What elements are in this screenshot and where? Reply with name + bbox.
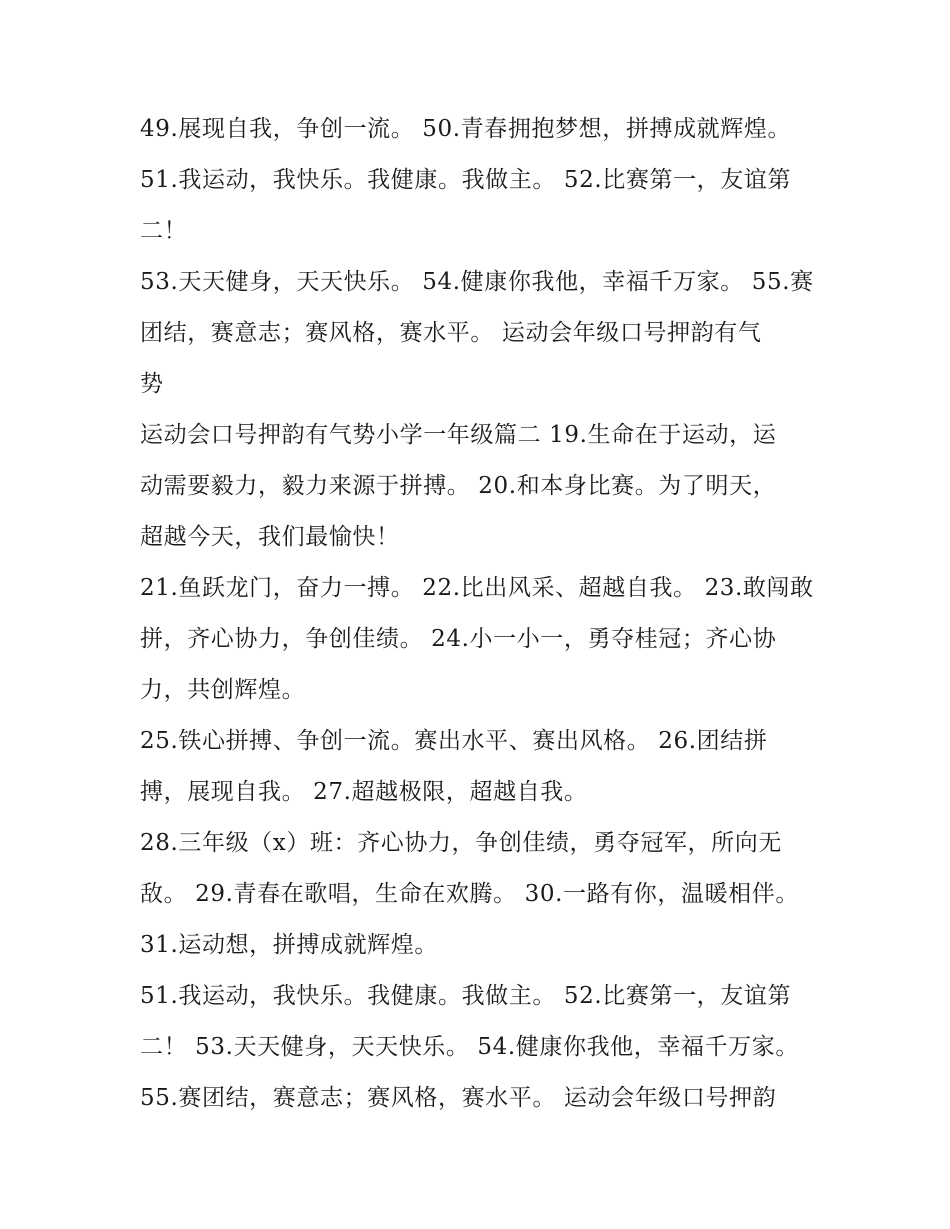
text-line: 25.铁心拼搏、争创一流。赛出水平、赛出风格。 26.团结拼 xyxy=(140,728,768,754)
text-line: 二！ xyxy=(140,218,188,244)
text-line: 28.三年级（x）班：齐心协力，争创佳绩，勇夺冠军，所向无 xyxy=(140,830,782,856)
text-line: 运动会口号押韵有气势小学一年级篇二 19.生命在于运动，运 xyxy=(140,422,777,448)
text-line: 势 xyxy=(140,371,164,397)
text-line: 二！ 53.天天健身，天天快乐。 54.健康你我他，幸福千万家。 xyxy=(140,1034,799,1060)
text-line: 力，共创辉煌。 xyxy=(140,677,306,703)
text-line: 搏，展现自我。 27.超越极限，超越自我。 xyxy=(140,779,588,805)
text-line: 团结，赛意志；赛风格，赛水平。 运动会年级口号押韵有气 xyxy=(140,320,762,346)
text-line: 敌。 29.青春在歌唱，生命在欢腾。 30.一路有你，温暖相伴。 xyxy=(140,881,799,907)
text-line: 拼，齐心协力，争创佳绩。 24.小一小一，勇夺桂冠；齐心协 xyxy=(140,626,777,652)
text-line: 55.赛团结，赛意志；赛风格，赛水平。 运动会年级口号押韵 xyxy=(140,1085,777,1111)
text-body xyxy=(140,104,820,1124)
text-line: 49.展现自我，争创一流。 50.青春拥抱梦想，拼搏成就辉煌。 xyxy=(140,116,792,142)
text-line: 53.天天健身，天天快乐。 54.健康你我他，幸福千万家。 55.赛 xyxy=(140,269,814,295)
text-line: 动需要毅力，毅力来源于拼搏。 20.和本身比赛。为了明天， xyxy=(140,473,777,499)
text-line: 51.我运动，我快乐。我健康。我做主。 52.比赛第一，友谊第 xyxy=(140,983,792,1009)
text-line: 超越今天，我们最愉快！ xyxy=(140,524,400,550)
text-line: 51.我运动，我快乐。我健康。我做主。 52.比赛第一，友谊第 xyxy=(140,167,792,193)
text-line: 31.运动想，拼搏成就辉煌。 xyxy=(140,932,438,958)
text-line: 21.鱼跃龙门，奋力一搏。 22.比出风采、超越自我。 23.敢闯敢 xyxy=(140,575,814,601)
